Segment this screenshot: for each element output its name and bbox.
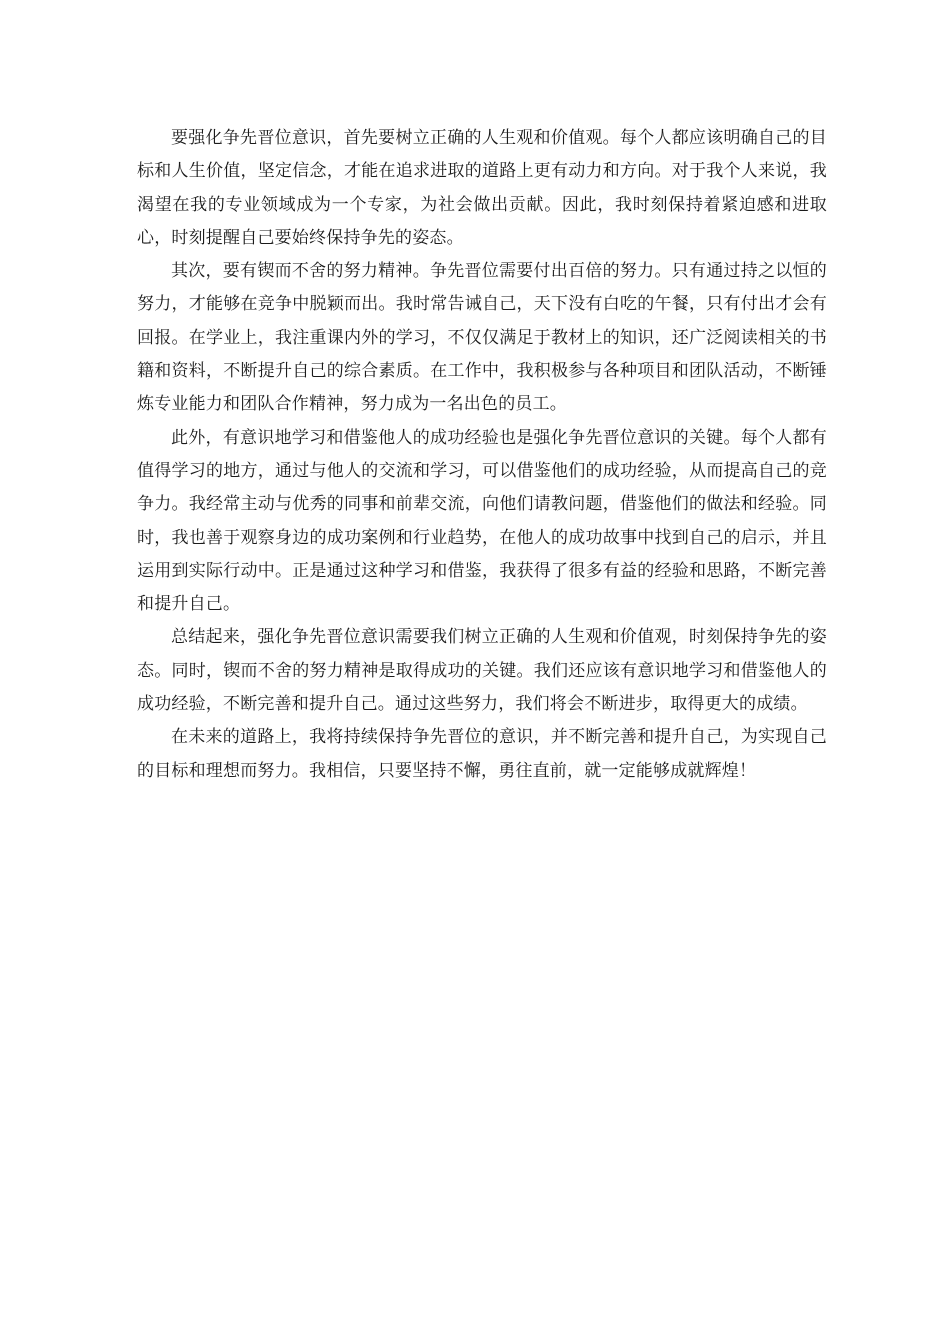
paragraph-5: 在未来的道路上，我将持续保持争先晋位的意识，并不断完善和提升自己，为实现自己的目标和理想而努力。我相信，只要坚持不懈，勇往直前，就一定能够成就辉煌！ [137, 727, 827, 781]
paragraph-2: 其次，要有锲而不舍的努力精神。争先晋位需要付出百倍的努力。只有通过持之以恒的努力，才能够在竞争中脱颖而出。我时常告诫自己，天下没有白吃的午餐，只有付出才会有回报。在学业上，我注重课内外的学习，不仅仅满足于教材上的知识，还广泛阅读相关的书籍和资料，不断提升自己的综合素质。在工作中，我积极参与各种项目和团队活动，不断锤炼专业能力和团队合作精神，努力成为一名出色的员工。 [137, 261, 827, 415]
paragraph-1: 要强化争先晋位意识，首先要树立正确的人生观和价值观。每个人都应该明确自己的目标和人生价值，坚定信念，才能在追求进取的道路上更有动力和方向。对于我个人来说，我渴望在我的专业领域成为一个专家，为社会做出贡献。因此，我时刻保持着紧迫感和进取心，时刻提醒自己要始终保持争先的姿态。 [137, 128, 827, 248]
paragraph-3: 此外，有意识地学习和借鉴他人的成功经验也是强化争先晋位意识的关键。每个人都有值得学习的地方，通过与他人的交流和学习，可以借鉴他们的成功经验，从而提高自己的竞争力。我经常主动与优秀的同事和前辈交流，向他们请教问题，借鉴他们的做法和经验。同时，我也善于观察身边的成功案例和行业趋势，在他人的成功故事中找到自己的启示，并且运用到实际行动中。正是通过这种学习和借鉴，我获得了很多有益的经验和思路，不断完善和提升自己。 [137, 427, 827, 615]
paragraph-4: 总结起来，强化争先晋位意识需要我们树立正确的人生观和价值观，时刻保持争先的姿态。同时，锲而不舍的努力精神是取得成功的关键。我们还应该有意识地学习和借鉴他人的成功经验，不断完善和提升自己。通过这些努力，我们将会不断进步，取得更大的成绩。 [137, 627, 827, 715]
document-body [137, 122, 827, 788]
